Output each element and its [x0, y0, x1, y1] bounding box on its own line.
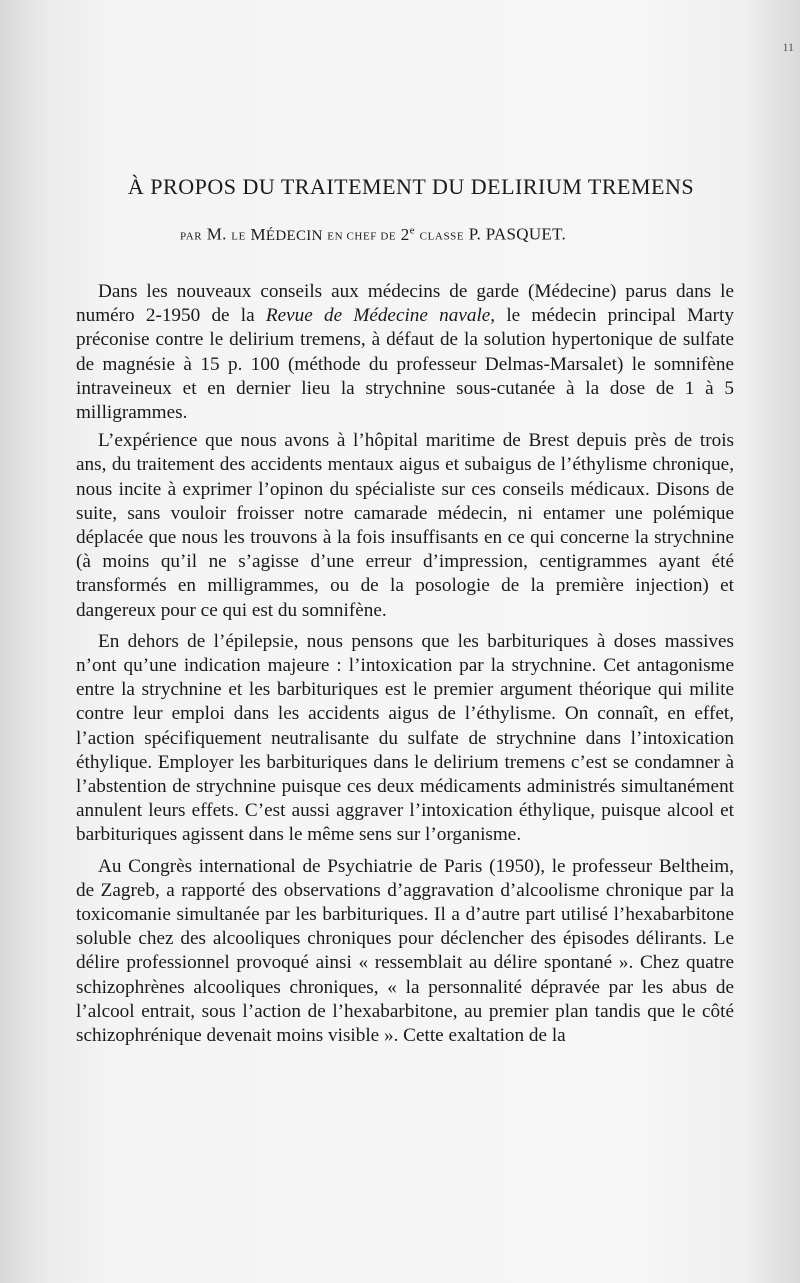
article-title: À PROPOS DU TRAITEMENT DU DELIRIUM TREMENS: [127, 174, 695, 199]
byline-rank: [401, 225, 415, 244]
byline-title: [251, 225, 323, 244]
byline-classe: CLASSE: [419, 230, 465, 243]
byline-author: P. PASQUET.: [468, 224, 567, 244]
paragraph: Au Congrès international de Psychiatrie de Paris (1950), le professeur Beltheim, de Zagreb, a rapporté des observations d’aggravation d’alcoolisme chronique par la toxicomanie simultanée par les barbituriques. Il a d’autre part utilisé l’hexabarbitone soluble chez des alcooliques chroniques pour déclencher des épisodes délirants. Le délire professionnel provoqué ainsi « ressemblait au délire spontané ». Chez quatre schizophrènes alcooliques chroniques, « la personnalité dépravée par les abus de l’alcool entrait, sous l’action de l’hexabarbitone, au premier plan tandis que le côté schizophrénique devenait moins visible ». Cette exaltation de la: [76, 855, 734, 1047]
byline-en-chef-de: EN CHEF DE: [327, 230, 397, 243]
paragraph: En dehors de l’épilepsie, nous pensons que les barbituriques à doses massives n’ont qu’une indication majeure : l’intoxication par la strychnine. Cet antagonisme entre la strychnine et les barbituriques est le premier argument théorique qui milite contre leur emploi dans les accidents aigus de l’éthylisme. On connaît, en effet, l’action spécifiquement neutralisante du sulfate de strychnine dans l’intoxication éthylique. Employer les barbituriques dans le delirium tremens c’est se condamner à l’abstention de strychnine puisque ces deux médicaments administrés simultanément annulent leurs effets. C’est aussi aggraver l’intoxication éthylique, puisque alcool et barbituriques agissent dans le même sens sur l’organisme.: [76, 630, 734, 846]
article-body: [76, 280, 734, 1055]
page-number: 11: [782, 40, 794, 54]
byline-rank-number: 2: [400, 224, 410, 244]
byline-par: PAR: [180, 230, 203, 243]
byline: [180, 224, 740, 245]
byline-rank-sup: e: [409, 224, 416, 236]
paragraph-text: Dans les nouveaux conseils aux médecins de garde (Médecine) parus dans le numéro 2-1950 de la: [76, 281, 734, 327]
journal-title: Revue de Médecine navale,: [265, 305, 496, 327]
byline-title-rest: ÉDECIN: [265, 227, 323, 244]
paragraph: L’expérience que nous avons à l’hôpital maritime de Brest depuis près de trois ans, du traitement des accidents mentaux aigus et subaigus de l’éthylisme chronique, nous incite à exprimer l’opinon du spécialiste sur ces conseils médicaux. Disons de suite, sans vouloir froisser notre camarade médecin, ni entamer une polémique déplacée que nous les trouvons à la fois insuffisants en ce qui concerne la strychnine (à moins qu’il ne s’agisse d’une erreur d’impression, centigrammes ayant été transformés en milligrammes, ou de la posologie de la première injection) et dangereux pour ce qui est du somnifène.: [76, 430, 734, 621]
byline-title-initial: M: [250, 224, 266, 244]
byline-m: M.: [206, 224, 227, 244]
paragraph-text: le médecin principal Marty préconise contre le delirium tremens, à défaut de la solution hypertonique de sulfate de magnésie à 15 p. 100 (méthode du professeur Delmas-Marsalet) le somnifène intraveineux et en dernier lieu la strychnine sous-cutanée à la dose de 1 à 5 milligrammes.: [76, 305, 734, 424]
paragraph: [76, 280, 734, 425]
byline-le: LE: [231, 230, 246, 243]
